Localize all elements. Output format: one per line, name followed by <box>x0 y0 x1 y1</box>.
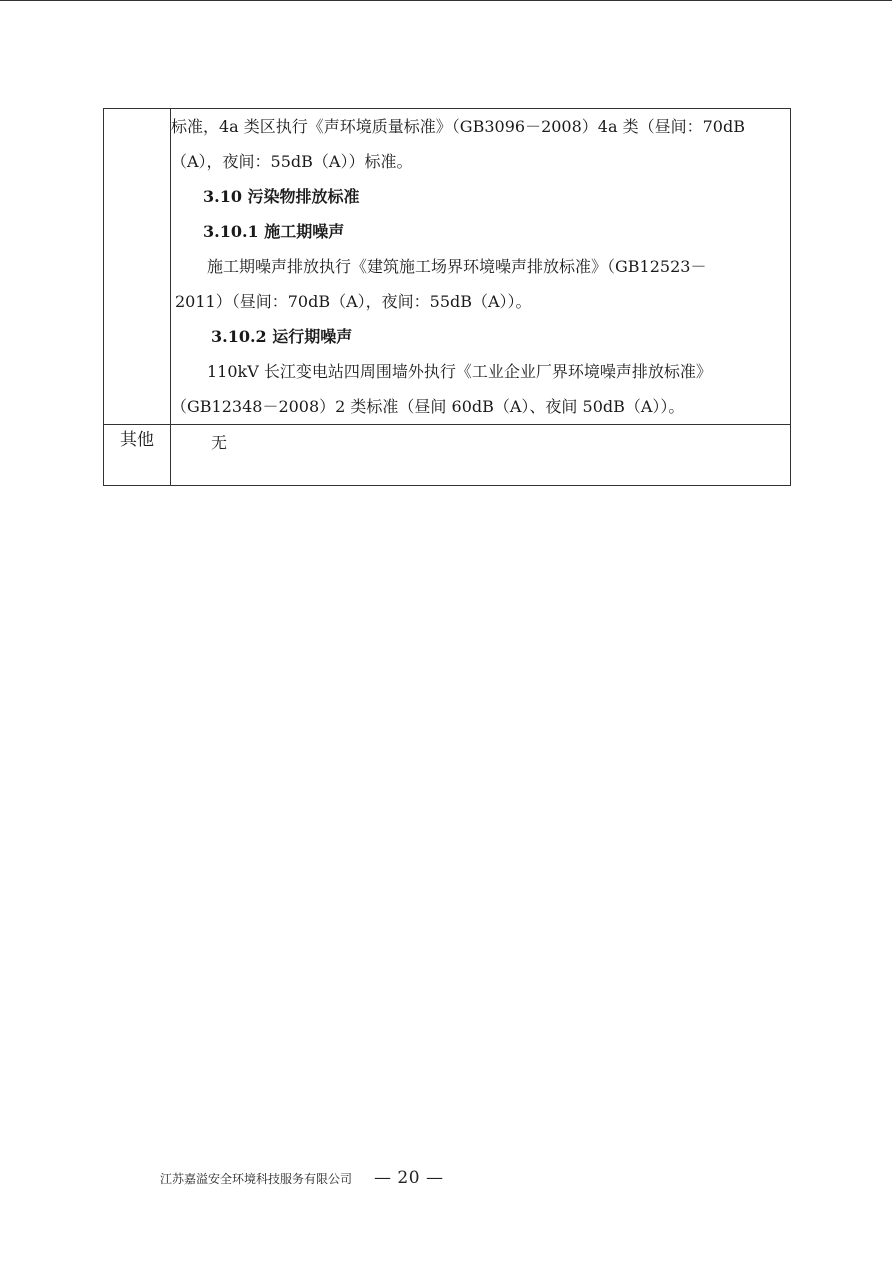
other-value: 无 <box>211 433 228 452</box>
row-label-other: 其他 <box>104 425 171 486</box>
other-content <box>171 425 791 486</box>
text-line: 标准，4a 类区执行《声环境质量标准》（GB3096－2008）4a 类（昼间：70dB <box>171 117 745 136</box>
text-line: 施工期噪声排放执行《建筑施工场界环境噪声排放标准》（GB12523－ <box>207 257 707 276</box>
table-row-other <box>104 425 791 486</box>
section-heading-3-10-1: 3.10.1 施工期噪声 <box>203 222 345 241</box>
row-label-standards <box>104 109 171 425</box>
text-line: （A），夜间：55dB（A））标准。 <box>171 152 413 171</box>
section-heading-3-10: 3.10 污染物排放标准 <box>203 187 360 206</box>
table-row-standards <box>104 109 791 425</box>
page-footer <box>160 1163 443 1193</box>
text-line: 2011）（昼间：70dB（A），夜间：55dB（A））。 <box>175 292 532 311</box>
section-heading-3-10-2: 3.10.2 运行期噪声 <box>211 327 353 346</box>
page-top-rule <box>0 0 892 1</box>
text-line: （GB12348－2008）2 类标准（昼间 60dB（A）、夜间 50dB（A））。 <box>171 397 685 416</box>
standards-table <box>103 108 791 486</box>
footer-company-name: 江苏嘉溢安全环境科技服务有限公司 <box>160 1171 353 1186</box>
page-number: — 20 — <box>374 1168 444 1188</box>
text-line: 110kV 长江变电站四周围墙外执行《工业企业厂界环境噪声排放标准》 <box>207 362 712 381</box>
standards-content <box>171 109 791 425</box>
